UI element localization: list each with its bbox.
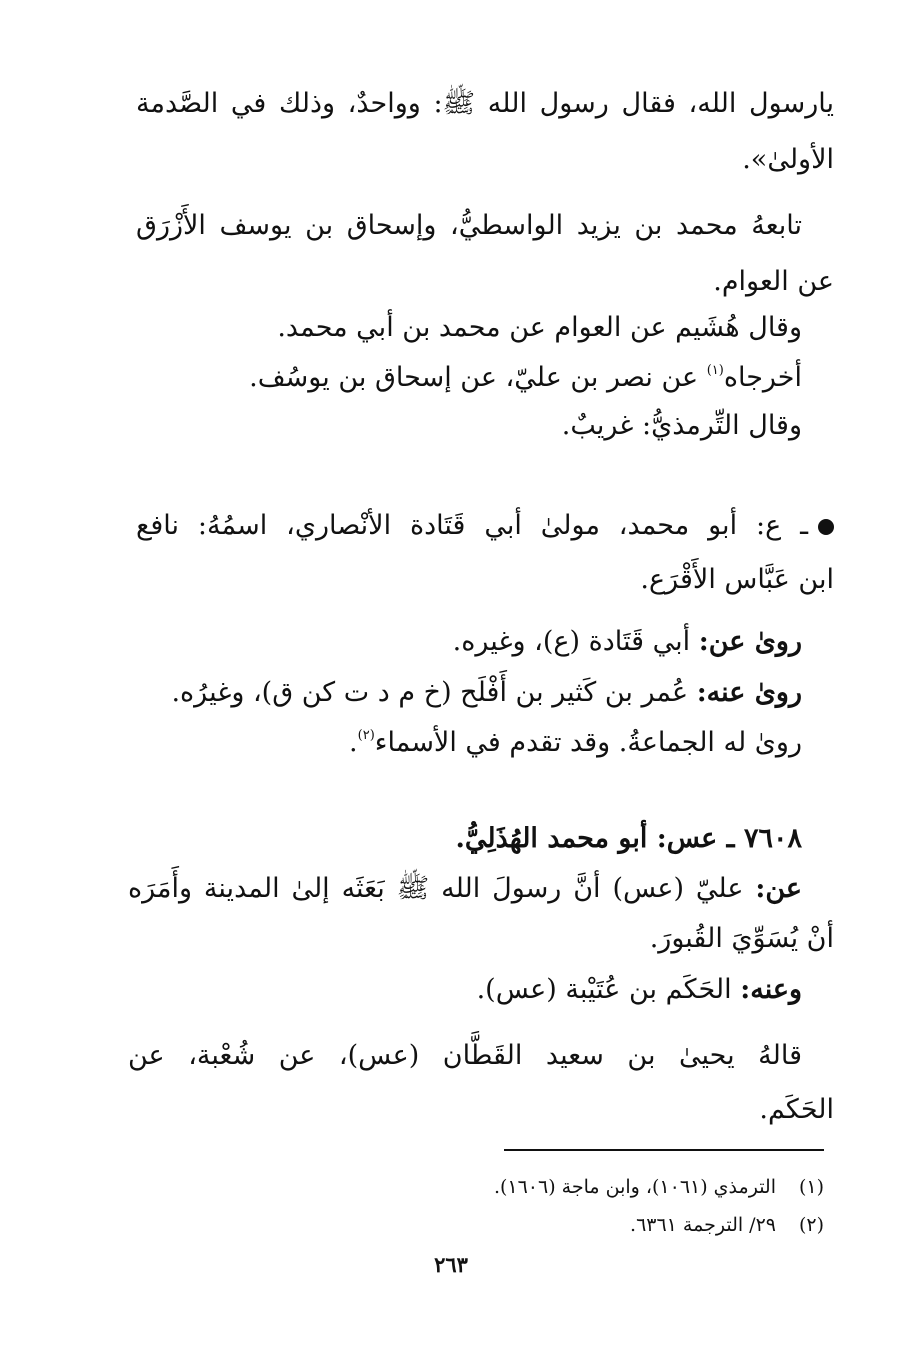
text-line [249,358,802,398]
footnote-text: ٢٩/ الترجمة ٦٣٦١. [630,1214,776,1236]
text-line: الأولىٰ». [742,144,834,175]
text-segment: أخرجاه [723,362,802,393]
text-segment: . [349,727,358,758]
label-from: عن: [755,873,802,904]
text-segment: الحَكَم بن عُتَيْبة (عس). [476,974,741,1005]
text-line [128,869,802,909]
text-line: أنْ يُسَوِّيَ القُبورَ. [649,923,834,954]
text-line [477,970,802,1010]
footnote-number: (٢) [798,1214,824,1236]
text-segment: عُمر بن كَثير بن أَفْلَح (خ م د ت كن ق)، وغيرُه. [171,677,697,708]
label-narrated-by: روىٰ عنه: [696,677,802,708]
entry-heading [136,506,834,546]
text-segment: أبي قَتَادة (ع)، وغيره. [452,626,699,657]
text-line: يارسول الله، فقال رسول الله ﷺ: وواحدٌ، وذلك في الصَّدمة [136,88,834,119]
footnote-divider [504,1149,824,1151]
footnote-number: (١) [798,1176,824,1198]
text-line: الحَكَم. [759,1094,834,1125]
text-segment: ـ ع: أبو محمد، مولىٰ أبي قَتَادة الأنْصاري، اسمُهُ: نافع [136,510,808,541]
entry-heading: ٧٦٠٨ ـ عس: أبو محمد الهُذَلِيُّ. [455,823,802,854]
text-line [349,723,802,763]
page-number: ٢٦٣ [434,1252,468,1277]
footnote-text: الترمذي (١٠٦١)، وابن ماجة (١٦٠٦). [493,1176,776,1198]
text-line: قالهُ يحيىٰ بن سعيد القَطَّان (عس)، عن شُعْبة، عن [128,1040,802,1071]
footnote [630,1210,824,1240]
text-line [171,673,802,713]
text-line: تابعهُ محمد بن يزيد الواسطيُّ، وإسحاق بن يوسف الأَزْرَق [136,210,802,241]
text-segment: عن نصر بن عليّ، عن إسحاق بن يوسُف. [249,362,707,393]
label-narrated-from: روىٰ عن: [698,626,802,657]
text-segment: عليّ (عس) أنَّ رسولَ الله ﷺ بَعَثَه إلىٰ المدينة وأَمَرَه [128,873,756,904]
footnote [494,1172,824,1202]
label-from-him: وعنه: [740,974,802,1005]
text-line: وقال التِّرمذيُّ: غريبٌ. [561,410,802,441]
text-line [453,622,802,662]
text-line: ابن عَبَّاس الأَقْرَع. [640,564,834,595]
text-line: وقال هُشَيم عن العوام عن محمد بن أبي محمد. [277,312,802,343]
footnote-ref[interactable]: (٢) [357,728,375,743]
footnote-ref[interactable]: (١) [706,363,724,378]
text-line: عن العوام. [713,266,834,297]
bullet-dot-icon [818,519,834,535]
text-segment: روىٰ له الجماعةُ. وقد تقدم في الأسماء [374,727,802,758]
